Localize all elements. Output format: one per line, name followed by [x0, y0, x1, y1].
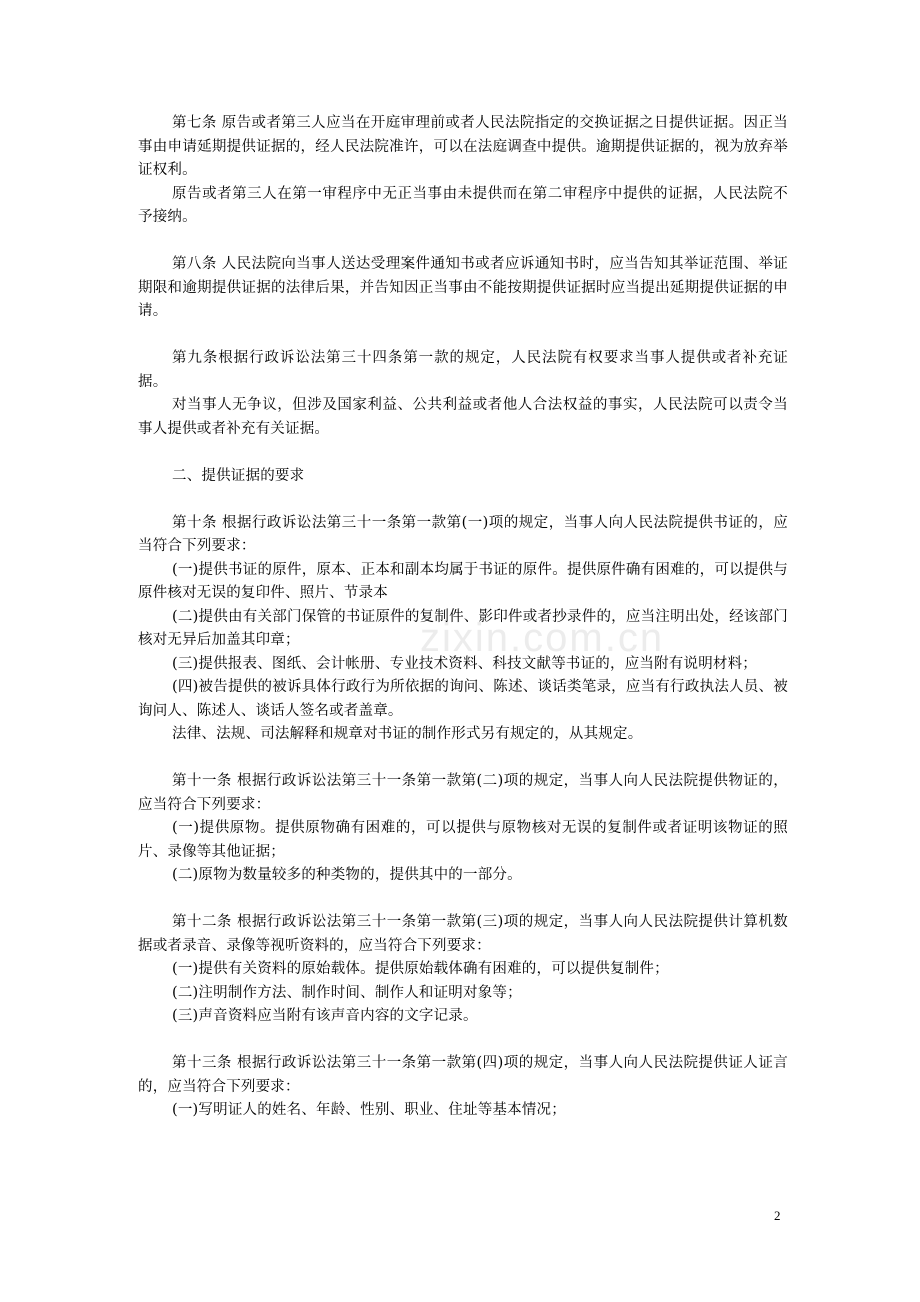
article-9-paragraph-2: 对当事人无争议，但涉及国家利益、公共利益或者他人合法权益的事实，人民法院可以责令当事人提供或者补充有关证据。 — [138, 397, 788, 437]
document-body — [138, 112, 788, 1123]
article-9-paragraph-1: 第九条根据行政诉讼法第三十四条第一款的规定，人民法院有权要求当事人提供或者补充证据。 — [138, 350, 788, 390]
paragraph-gap — [138, 230, 788, 254]
article-10-item-3: (三)提供报表、图纸、会计帐册、专业技术资料、科技文献等书证的，应当附有说明材料； — [172, 655, 758, 672]
article-10-item-1: (一)提供书证的原件，原本、正本和副本均属于书证的原件。提供原件确有困难的，可以提供与原件核对无误的复印件、照片、节录本 — [138, 561, 788, 601]
article-7-paragraph-2: 原告或者第三人在第一审程序中无正当事由未提供而在第二审程序中提供的证据，人民法院不予接纳。 — [138, 185, 788, 225]
article-11-paragraph-1: 第十一条 根据行政诉讼法第三十一条第一款第(二)项的规定，当事人向人民法院提供物证的，应当符合下列要求： — [138, 773, 788, 813]
page-number: 2 — [774, 1208, 781, 1223]
article-12-item-3: (三)声音资料应当附有该声音内容的文字记录。 — [172, 1008, 478, 1024]
article-10-item-4: (四)被告提供的被诉具体行政行为所依据的询问、陈述、谈话类笔录，应当有行政执法人员、被询问人、陈述人、谈话人签名或者盖章。 — [138, 679, 788, 719]
article-10-paragraph-1: 第十条 根据行政诉讼法第三十一条第一款第(一)项的规定，当事人向人民法院提供书证的，应当符合下列要求： — [138, 514, 788, 554]
article-12-paragraph-1: 第十二条 根据行政诉讼法第三十一条第一款第(三)项的规定，当事人向人民法院提供计算机数据或者录音、录像等视听资料的，应当符合下列要求： — [138, 914, 788, 954]
article-12-item-2: (二)注明制作方法、制作时间、制作人和证明对象等； — [172, 984, 522, 1001]
paragraph-gap — [138, 888, 788, 912]
watermark: zixin.com.cn — [420, 616, 665, 660]
article-13-paragraph-1: 第十三条 根据行政诉讼法第三十一条第一款第(四)项的规定，当事人向人民法院提供证人证言的，应当符合下列要求： — [138, 1055, 788, 1095]
article-7-paragraph-1: 第七条 原告或者第三人应当在开庭审理前或者人民法院指定的交换证据之日提供证据。因正当事由申请延期提供证据的，经人民法院准许，可以在法庭调查中提供。逾期提供证据的，视为放弃举证权利。 — [138, 115, 788, 178]
paragraph-gap — [138, 324, 788, 348]
paragraph-gap — [138, 441, 788, 465]
article-12-item-1: (一)提供有关资料的原始载体。提供原始载体确有困难的，可以提供复制件； — [172, 961, 669, 977]
section-heading: 二、提供证据的要求 — [172, 467, 305, 484]
article-10-paragraph-2: 法律、法规、司法解释和规章对书证的制作形式另有规定的，从其规定。 — [172, 726, 643, 742]
article-8-paragraph-1: 第八条 人民法院向当事人送达受理案件通知书或者应诉通知书时，应当告知其举证范围、举证期限和逾期提供证据的法律后果，并告知因正当事由不能按期提供证据时应当提出延期提供证据的申请。 — [138, 256, 788, 319]
paragraph-gap — [138, 1029, 788, 1053]
paragraph-gap — [138, 747, 788, 771]
article-11-item-2: (二)原物为数量较多的种类物的，提供其中的一部分。 — [172, 867, 522, 883]
article-13-item-1: (一)写明证人的姓名、年龄、性别、职业、住址等基本情况； — [172, 1102, 566, 1118]
article-10-item-2: (二)提供由有关部门保管的书证原件的复制件、影印件或者抄录件的，应当注明出处，经该部门核对无异后加盖其印章； — [138, 608, 788, 648]
paragraph-gap — [138, 488, 788, 512]
article-11-item-1: (一)提供原物。提供原物确有困难的，可以提供与原物核对无误的复制件或者证明该物证的照片、录像等其他证据； — [138, 820, 788, 860]
